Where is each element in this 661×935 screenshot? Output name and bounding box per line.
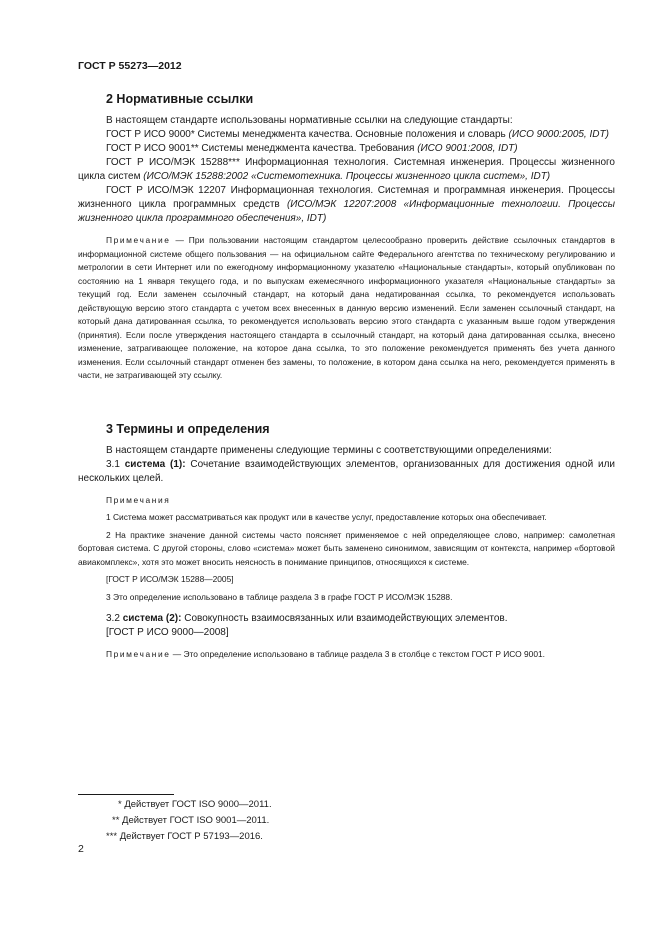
term-3-2-note: Примечание — Это определение использовано в таблице раздела 3 в столбце с текстом ГОСТ Р ИСО 9001.	[106, 649, 545, 659]
section-3-intro: В настоящем стандарте применены следующие термины с соответствующими определениями:	[106, 444, 552, 456]
footnote-1: * Действует ГОСТ ISO 9000—2011.	[118, 799, 272, 810]
term-note-1: 1 Система может рассматриваться как продукт или в качестве услуг, предоставление которых она обеспечивает.	[106, 512, 547, 522]
page-number: 2	[78, 843, 84, 855]
reference-iso-iec-12207: ГОСТ Р ИСО/МЭК 12207 Информационная технология. Системная и программная инженерия. Процессы жизненного цикла программных средств (ИСО/МЭК 12207:2008 «Информационные технологии. Процессы жизненного цикла программного обеспечения», IDT)	[78, 185, 615, 224]
footnote-separator	[78, 794, 174, 795]
notes-label: Примечания	[106, 494, 171, 505]
footnote-2: ** Действует ГОСТ ISO 9001—2011.	[112, 815, 270, 826]
term-3-1: 3.1 система (1): Сочетание взаимодействующих элементов, организованных для достижения одной или нескольких целей.	[78, 458, 615, 484]
document-code-header: ГОСТ Р 55273—2012	[78, 60, 182, 72]
section-3-heading: 3 Термины и определения	[106, 421, 270, 436]
term-source-15288: [ГОСТ Р ИСО/МЭК 15288—2005]	[106, 574, 234, 584]
term-note-3: 3 Это определение использовано в таблице раздела 3 в графе ГОСТ Р ИСО/МЭК 15288.	[106, 591, 453, 602]
reference-iso-9001: ГОСТ Р ИСО 9001** Системы менеджмента качества. Требования (ИСО 9001:2008, IDT)	[106, 143, 518, 154]
reference-iso-iec-15288: ГОСТ Р ИСО/МЭК 15288*** Информационная технология. Системная инженерия. Процессы жизненного цикла систем (ИСО/МЭК 15288:2002 «Системотехника. Процессы жизненного цикла систем», IDT)	[78, 157, 615, 182]
section-2-intro: В настоящем стандарте использованы нормативные ссылки на следующие стандарты:	[106, 115, 513, 126]
term-3-2: 3.2 система (2): Совокупность взаимосвязанных или взаимодействующих элементов.	[106, 613, 508, 624]
section-2-note: Примечание — При пользовании настоящим стандартом целесообразно проверить действие ссылочных стандартов в информационной системе общего пользования — на официальном сайте Федерального агентства по техническому регулированию и метрологии в сети Интернет или по ежегодному информационному указателю «Национальные стандарты», который опубликован по состоянию на 1 января текущего года, и по выпускам ежемесячного информационного указателя «Национальные стандарты» за текущий год. Если заменен ссылочный стандарт, на который дана недатированная ссылка, то рекомендуется использовать действующую версию этого стандарта с учетом всех внесенных в данную версию изменений. Если заменен ссылочный стандарт, на который дана датированная ссылка, то рекомендуется использовать версию этого стандарта с указанным выше годом утверждения (принятия). Если после утверждения настоящего стандарта в ссылочный стандарт, на который дана датированная ссылка, внесено изменение, затрагивающее положение, на которое дана ссылка, то это положение рекомендуется применять без учета данного изменения. Если ссылочный стандарт отменен без замены, то положение, в котором дана ссылка на него, рекомендуется применять в части, не затрагивающей эту ссылку.	[78, 235, 615, 380]
reference-iso-9000: ГОСТ Р ИСО 9000* Системы менеджмента качества. Основные положения и словарь (ИСО 9000:2005, IDT)	[106, 129, 609, 140]
section-2-heading: 2 Нормативные ссылки	[106, 92, 254, 106]
note-label: Примечание	[106, 235, 171, 245]
term-source-9000: [ГОСТ Р ИСО 9000—2008]	[106, 627, 229, 638]
footnote-3: *** Действует ГОСТ Р 57193—2016.	[106, 831, 263, 842]
term-note-2: 2 На практике значение данной системы часто поясняет применяемое с ней определяющее слово, например: самолетная бортовая система. С другой стороны, слово «система» может быть заменено синонимом, зависящим от контекста, например «бортовой авиакомплекс», хотя это может вносить неясность в понимание принципов, относящихся к системе.	[78, 529, 615, 567]
footnotes	[78, 797, 478, 845]
page-content	[78, 92, 615, 662]
